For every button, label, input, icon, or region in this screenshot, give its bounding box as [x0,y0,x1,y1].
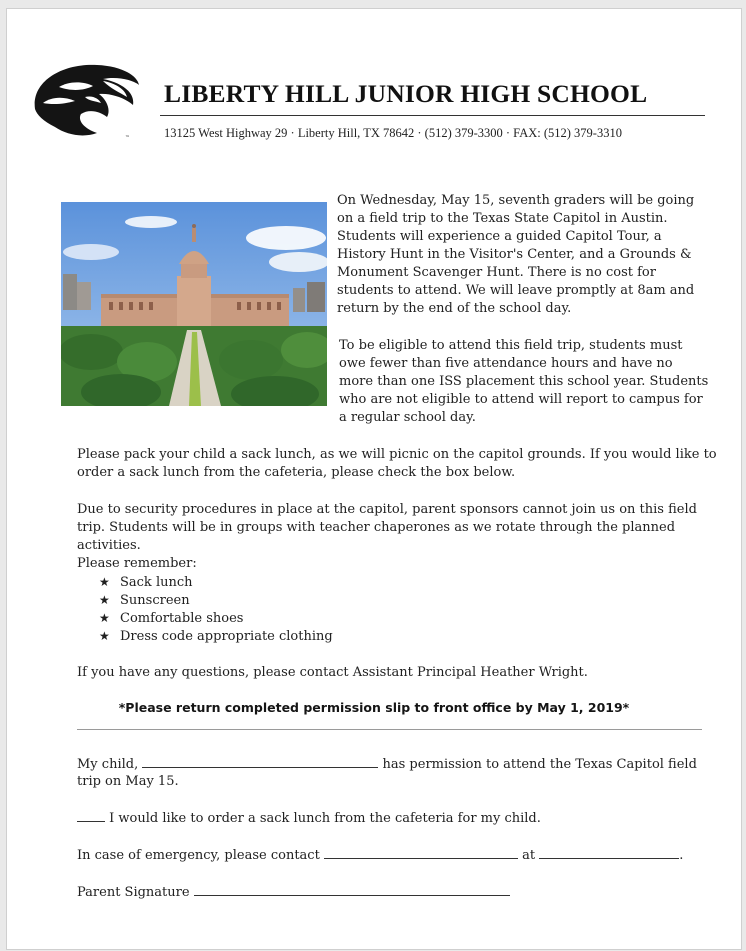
emergency-end: . [679,848,684,863]
list-item-label: Comfortable shoes [120,611,244,626]
list-item [99,627,333,645]
child-name-blank[interactable] [142,755,378,768]
school-name: LIBERTY HILL JUNIOR HIGH SCHOOL [164,79,648,108]
intro-paragraph: On Wednesday, May 15, seventh graders will be going on a field trip to the Texas State Capitol in Austin. Students will experience a guided Capitol Tour, a History Hunt in the Visitor's Center, and a Grounds & Monument Scavenger Hunt. There is no cost for students to attend. We will leave promptly at 8am and return by the end of the school day. [337,193,695,316]
emergency-prefix: In case of emergency, please contact [77,848,320,863]
trip-date-line: trip on May 15. [77,774,179,789]
emergency-contact-line [77,846,683,865]
list-item-label: Sunscreen [120,593,190,608]
emergency-at-label: at [522,848,536,863]
list-item [99,609,333,627]
star-icon: ★ [99,575,110,589]
emergency-contact-blank[interactable] [324,846,518,859]
panther-head-logo [29,59,143,147]
lunch-order-line [77,809,541,828]
lunch-order-blank[interactable] [77,809,105,822]
star-icon: ★ [99,593,110,607]
signature-label: Parent Signature [77,885,190,900]
lunch-order-label: I would like to order a sack lunch from the cafeteria for my child. [109,811,541,826]
return-deadline-note: *Please return completed permission slip to front office by May 1, 2019* [118,700,630,715]
child-prefix: My child, [77,757,139,772]
emergency-phone-blank[interactable] [539,846,679,859]
list-item-label: Dress code appropriate clothing [120,629,333,644]
eligibility-paragraph: To be eligible to attend this field trip, students must owe fewer than five attendance hours and have no more than one ISS placement this school year. Students who are not eligible to attend will report to campus for a regular school day. [339,338,709,425]
parent-signature-line [77,883,510,902]
header-divider [160,115,705,116]
list-item-label: Sack lunch [120,575,193,590]
security-paragraph: Due to security procedures in place at the capitol, parent sponsors cannot join us on this field trip. Students will be in groups with teacher chaperones as we rotate through the planned activities. [77,502,697,553]
child-permission-line [77,755,697,774]
texas-capitol-photo [61,202,327,406]
star-icon: ★ [99,629,110,643]
remember-list [99,573,333,645]
cutoff-divider [77,729,702,730]
school-address: 13125 West Highway 29 · Liberty Hill, TX 78642 · (512) 379-3300 · FAX: (512) 379-3310 [164,126,622,140]
permission-slip-page [6,8,742,950]
list-item [99,591,333,609]
questions-contact: If you have any questions, please contact Assistant Principal Heather Wright. [77,665,588,680]
trademark-mark: ™ [125,135,130,141]
lunch-paragraph: Please pack your child a sack lunch, as we will picnic on the capitol grounds. If you would like to order a sack lunch from the cafeteria, please check the box below. [77,447,717,480]
star-icon: ★ [99,611,110,625]
remember-heading: Please remember: [77,556,197,571]
list-item [99,573,333,591]
child-suffix: has permission to attend the Texas Capitol field [382,757,697,772]
signature-blank[interactable] [194,883,510,896]
